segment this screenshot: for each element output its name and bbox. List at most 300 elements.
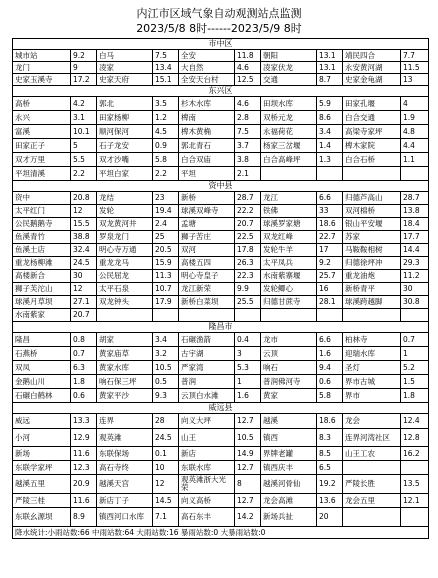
- table-row: [13, 361, 429, 375]
- rainfall-value: 20.7: [235, 218, 261, 231]
- rainfall-value: 4.8: [401, 125, 429, 139]
- table-row: [13, 429, 429, 447]
- station-name: [261, 309, 317, 322]
- station-name: 凌家: [97, 62, 153, 74]
- station-name: 连界: [97, 414, 153, 429]
- station-name: [343, 508, 401, 527]
- summary-row: [13, 527, 429, 539]
- rainfall-value: 2.4: [153, 218, 179, 231]
- station-name: 白合石桥: [343, 153, 401, 167]
- rainfall-value: 12.1: [401, 494, 429, 508]
- rainfall-value: 19.4: [153, 205, 179, 218]
- station-name: 石子龙安: [97, 139, 153, 153]
- rainfall-value: 3.4: [153, 333, 179, 347]
- table-row: [13, 167, 429, 181]
- rainfall-value: [235, 309, 261, 322]
- station-name: 鱼溪土店: [13, 244, 71, 257]
- station-name: 高石东丰: [179, 508, 235, 527]
- station-name: 公民屈龙: [97, 270, 153, 283]
- station-name: 平坦清溪: [13, 167, 71, 181]
- rainfall-value: 22.5: [235, 231, 261, 244]
- station-name: 田家杨柳: [97, 111, 153, 125]
- rainfall-value: 9.3: [153, 389, 179, 403]
- rainfall-value: 1.6: [235, 389, 261, 403]
- station-name: 观英滩浙大光荣: [179, 475, 235, 494]
- table-row: [13, 414, 429, 429]
- rainfall-value: [153, 309, 179, 322]
- rainfall-value: 17.7: [401, 231, 429, 244]
- rainfall-value: 14.4: [401, 244, 429, 257]
- rainfall-value: 9: [71, 62, 97, 74]
- rainfall-value: 1.6: [317, 347, 343, 361]
- station-name: 白合交通: [343, 111, 401, 125]
- station-name: 黄家: [261, 389, 317, 403]
- table-row: [13, 153, 429, 167]
- rainfall-value: 11.8: [235, 50, 261, 62]
- rainfall-value: 10.5: [235, 429, 261, 447]
- table-row: [13, 50, 429, 62]
- station-name: 响石保三坪: [97, 375, 153, 389]
- rainfall-value: 28: [153, 414, 179, 429]
- rainfall-value: 24.5: [71, 257, 97, 270]
- table-row: [13, 257, 429, 270]
- station-name: 重龙杨柳滩: [13, 257, 71, 270]
- station-name: 发轮牛羊: [261, 244, 317, 257]
- station-name: 黄家水库: [97, 361, 153, 375]
- rainfall-value: 12.7: [235, 414, 261, 429]
- rainfall-value: 5.8: [153, 153, 179, 167]
- rainfall-value: 8.7: [317, 74, 343, 86]
- station-name: 双龙红峰: [261, 231, 317, 244]
- station-name: 明心寺万通: [97, 244, 153, 257]
- station-name: 界市: [343, 389, 401, 403]
- rainfall-value: 7.7: [401, 50, 429, 62]
- rainfall-value: 13: [401, 74, 429, 86]
- rainfall-value: 1.9: [401, 111, 429, 125]
- rainfall-value: 4.2: [71, 97, 97, 111]
- section-header-row: [13, 39, 429, 50]
- station-name: 平坦白家: [97, 167, 153, 181]
- station-name: 胡家: [97, 333, 153, 347]
- rainfall-value: 15.5: [71, 218, 97, 231]
- section-header-row: [13, 403, 429, 414]
- station-name: 球溪罗家塘: [261, 218, 317, 231]
- rainfall-value: 11.5: [401, 62, 429, 74]
- station-name: 龙江新荣: [179, 283, 235, 296]
- station-name: 富溪: [13, 125, 71, 139]
- station-name: 苏家: [343, 231, 401, 244]
- station-name: [261, 167, 317, 181]
- station-name: 龙会: [343, 414, 401, 429]
- station-name: 古宇湖: [179, 347, 235, 361]
- rainfall-value: 9.9: [235, 283, 261, 296]
- rainfall-value: 3.8: [235, 153, 261, 167]
- station-name: 山王工农: [343, 447, 401, 461]
- station-name: 严陵三桂: [13, 494, 71, 508]
- rainfall-value: 13.1: [317, 62, 343, 74]
- station-name: 田坝水库: [261, 97, 317, 111]
- station-name: 石燕桥: [13, 347, 71, 361]
- rainfall-value: 0.6: [317, 375, 343, 389]
- rainfall-value: 3: [235, 347, 261, 361]
- rainfall-value: 22.3: [235, 270, 261, 283]
- station-name: 白合高峰坪: [261, 153, 317, 167]
- station-name: 新店: [179, 447, 235, 461]
- station-name: 高桥: [13, 97, 71, 111]
- station-name: 椑木黄桷: [179, 125, 235, 139]
- station-name: 龙会高滩: [261, 494, 317, 508]
- station-name: 平坦: [179, 167, 235, 181]
- rainfall-value: 1.8: [71, 375, 97, 389]
- station-name: 水南紫寨堰: [261, 270, 317, 283]
- station-name: 史家天府: [97, 74, 153, 86]
- station-name: 严家湾: [179, 361, 235, 375]
- rainfall-value: 18.6: [317, 414, 343, 429]
- station-name: 水南紫家: [13, 309, 71, 322]
- station-name: 高楼五四: [179, 257, 235, 270]
- rainfall-value: 6.3: [71, 361, 97, 375]
- rainfall-value: 32.4: [71, 244, 97, 257]
- rainfall-value: 12.7: [235, 461, 261, 475]
- rainfall-value: 1.4: [317, 139, 343, 153]
- station-name: 镇西: [261, 429, 317, 447]
- rainfall-value: 33: [317, 205, 343, 218]
- table-row: [13, 461, 429, 475]
- rainfall-value: 22.2: [235, 205, 261, 218]
- station-name: 永安黄河湖: [343, 62, 401, 74]
- station-name: 明心寺皇子: [179, 270, 235, 283]
- station-name: 发轮: [97, 205, 153, 218]
- station-name: 镇西河口水库: [97, 508, 153, 527]
- table-row: [13, 218, 429, 231]
- station-name: 新场兵扯: [261, 508, 317, 527]
- station-name: 龙会五里: [343, 494, 401, 508]
- rainfall-value: 4.6: [235, 97, 261, 111]
- table-row: [13, 62, 429, 74]
- rainfall-value: 28.7: [401, 192, 429, 205]
- rainfall-value: 20.7: [71, 309, 97, 322]
- station-name: 越溪五里: [13, 475, 71, 494]
- rainfall-value: 0.6: [71, 389, 97, 403]
- table-row: [13, 270, 429, 283]
- station-name: 龙结: [97, 192, 153, 205]
- table-row: [13, 333, 429, 347]
- station-name: 石碾白鹤林: [13, 389, 71, 403]
- station-name: 镇西庆丰: [261, 461, 317, 475]
- rainfall-value: 17: [317, 244, 343, 257]
- report-period: 2023/5/8 8时------2023/5/9 8时: [136, 22, 302, 35]
- table-body: [13, 39, 429, 539]
- rainfall-value: 13.3: [71, 414, 97, 429]
- rainfall-value: 13.4: [153, 62, 179, 74]
- station-name: 铁佛: [261, 205, 317, 218]
- station-name: 小河: [13, 429, 71, 447]
- rainfall-value: 8.5: [317, 447, 343, 461]
- rainfall-value: 3.4: [317, 125, 343, 139]
- rainfall-value: 25.5: [235, 296, 261, 309]
- station-name: 球溪跨越脚: [343, 296, 401, 309]
- rainfall-value: 3.7: [235, 139, 261, 153]
- station-name: 城市站: [13, 50, 71, 62]
- rainfall-value: 38.8: [71, 231, 97, 244]
- section-header-row: [13, 322, 429, 333]
- station-name: 越溪天宫: [97, 475, 153, 494]
- station-name: 球溪月草坝: [13, 296, 71, 309]
- station-name: 狮子芙沱山: [13, 283, 71, 296]
- section-title: 资中县: [13, 181, 429, 192]
- rainfall-value: 8.9: [71, 508, 97, 527]
- table-row: [13, 244, 429, 257]
- station-name: 东联幺源坝: [13, 508, 71, 527]
- rainfall-value: 14.5: [153, 494, 179, 508]
- station-name: 双才沙嘴: [97, 153, 153, 167]
- station-name: 椑木家院: [343, 139, 401, 153]
- station-name: [343, 309, 401, 322]
- table-row: [13, 475, 429, 494]
- station-name: 新店丁子: [97, 494, 153, 508]
- station-name: 凌家伏龙: [261, 62, 317, 74]
- rainfall-value: 8: [235, 475, 261, 494]
- rainfall-value: 5.5: [71, 153, 97, 167]
- station-name: 双桥元龙: [261, 111, 317, 125]
- rainfall-value: 7.5: [235, 125, 261, 139]
- rainfall-value: 12: [153, 475, 179, 494]
- station-name: 双河棉桥: [343, 205, 401, 218]
- rainfall-value: 30: [401, 283, 429, 296]
- rainfall-value: [401, 309, 429, 322]
- station-name: 归德徐坪冲: [343, 257, 401, 270]
- station-name: 向义大坪: [179, 414, 235, 429]
- station-name: 双龙黄河井: [97, 218, 153, 231]
- rainfall-value: 18.6: [317, 218, 343, 231]
- table-row: [13, 283, 429, 296]
- station-name: 东联水库: [179, 461, 235, 475]
- table-row: [13, 389, 429, 403]
- station-name: 太平石泉: [97, 283, 153, 296]
- rainfall-value: 28.1: [317, 296, 343, 309]
- table-row: [13, 494, 429, 508]
- station-name: 靖民四合: [343, 50, 401, 62]
- rainfall-value: 12: [71, 205, 97, 218]
- station-name: 黄家平沙: [97, 389, 153, 403]
- rainfall-value: 9.2: [71, 50, 97, 62]
- rainfall-value: 19.2: [317, 475, 343, 494]
- station-name: 杨家三岔堰: [261, 139, 317, 153]
- station-name: 界牌老罐: [261, 447, 317, 461]
- rainfall-value: 30.8: [401, 296, 429, 309]
- table-row: [13, 347, 429, 361]
- rainfall-value: 12.3: [71, 461, 97, 475]
- rainfall-value: 15.9: [153, 257, 179, 270]
- station-name: 双河: [179, 244, 235, 257]
- station-name: 新桥: [179, 192, 235, 205]
- rainfall-value: 17.2: [71, 74, 97, 86]
- rainfall-value: 12.8: [401, 429, 429, 447]
- station-name: 郭北青石: [179, 139, 235, 153]
- rainfall-value: [401, 461, 429, 475]
- rainfall-value: 1: [235, 375, 261, 389]
- rainfall-value: 5.2: [401, 361, 429, 375]
- rainfall-value: 0.1: [153, 447, 179, 461]
- rainfall-value: 0.4: [235, 333, 261, 347]
- station-name: 郭北: [97, 97, 153, 111]
- station-name: 普润: [179, 375, 235, 389]
- station-name: 龙市: [261, 333, 317, 347]
- station-name: 白马: [97, 50, 153, 62]
- station-name: 太平红门: [13, 205, 71, 218]
- rainfall-value: 3.5: [153, 97, 179, 111]
- station-name: 鱼溪青竹: [13, 231, 71, 244]
- rainfall-value: 0.9: [153, 139, 179, 153]
- station-name: 龙门: [13, 62, 71, 74]
- table-row: [13, 375, 429, 389]
- station-name: 交通: [261, 74, 317, 86]
- table-row: [13, 296, 429, 309]
- rainfall-value: 6.6: [317, 333, 343, 347]
- section-title: 东兴区: [13, 86, 429, 97]
- station-name: 山王: [179, 429, 235, 447]
- rainfall-value: 0.8: [71, 333, 97, 347]
- rainfall-value: 9.4: [317, 361, 343, 375]
- rainfall-value: 17.9: [153, 296, 179, 309]
- station-name: 白合双庙: [179, 153, 235, 167]
- rainfall-value: 24.5: [153, 429, 179, 447]
- station-name: 柏林寺: [343, 333, 401, 347]
- precipitation-summary: 降水统计:小雨站数:66 中雨站数:64 大雨站数:16 暴雨站数:0 大暴雨站数:0: [13, 527, 429, 539]
- station-name: 发轮鲫心: [261, 283, 317, 296]
- station-name: 史家玉溪寺: [13, 74, 71, 86]
- station-name: 全安天台村: [179, 74, 235, 86]
- station-name: 圣灯: [343, 361, 401, 375]
- rainfall-value: 8.3: [317, 429, 343, 447]
- table-row: [13, 447, 429, 461]
- station-name: 双才万里: [13, 153, 71, 167]
- rainfall-value: 12.4: [401, 414, 429, 429]
- station-name: 顺河保河: [97, 125, 153, 139]
- station-name: 公民鹅鹅寺: [13, 218, 71, 231]
- rainfall-value: 5: [71, 139, 97, 153]
- rainfall-value: 12.5: [235, 74, 261, 86]
- station-name: 孟塘: [179, 218, 235, 231]
- rainfall-value: 25.7: [317, 270, 343, 283]
- rainfall-value: 1.5: [401, 375, 429, 389]
- station-name: 归德甘蔗寺: [261, 296, 317, 309]
- station-name: 云顶白水滩: [179, 389, 235, 403]
- station-rainfall-table: [12, 38, 429, 539]
- rainfall-value: 1: [401, 347, 429, 361]
- rainfall-value: 6.6: [317, 192, 343, 205]
- section-header-row: [13, 181, 429, 192]
- station-name: 云顶: [261, 347, 317, 361]
- rainfall-value: 14.2: [235, 508, 261, 527]
- station-name: [343, 461, 401, 475]
- rainfall-value: 20.8: [71, 192, 97, 205]
- rainfall-value: 16.2: [401, 447, 429, 461]
- station-name: 越溪河骨仙: [261, 475, 317, 494]
- rainfall-value: 10.7: [153, 283, 179, 296]
- station-name: 双龙钟头: [97, 296, 153, 309]
- station-name: 观英滩: [97, 429, 153, 447]
- table-row: [13, 74, 429, 86]
- station-name: 重龙龙马: [97, 257, 153, 270]
- rainfall-value: 3.1: [71, 111, 97, 125]
- station-name: 连界河湾社区: [343, 429, 401, 447]
- station-name: 马鞍鞍相树: [343, 244, 401, 257]
- rainfall-value: 4.5: [153, 125, 179, 139]
- rainfall-value: 10.1: [71, 125, 97, 139]
- rainfall-value: 2.2: [71, 167, 97, 181]
- rainfall-value: 1.1: [401, 153, 429, 167]
- rainfall-value: [317, 167, 343, 181]
- table-row: [13, 192, 429, 205]
- rainfall-value: [317, 309, 343, 322]
- station-name: 界市古城: [343, 375, 401, 389]
- rainfall-value: 11.6: [71, 494, 97, 508]
- rainfall-value: 7.5: [153, 50, 179, 62]
- station-name: 全安: [179, 50, 235, 62]
- rainfall-value: 16: [317, 283, 343, 296]
- station-name: 大自然: [179, 62, 235, 74]
- rainfall-value: 9.2: [317, 257, 343, 270]
- station-name: 龙江: [261, 192, 317, 205]
- station-name: 永兴: [13, 111, 71, 125]
- table-row: [13, 508, 429, 527]
- station-name: 椑南: [179, 111, 235, 125]
- station-name: 严陵长胜: [343, 475, 401, 494]
- rainfall-value: 4.4: [401, 139, 429, 153]
- station-name: 东联学家坪: [13, 461, 71, 475]
- table-row: [13, 97, 429, 111]
- station-name: 新场: [13, 447, 71, 461]
- station-name: 高梁寺家坪: [343, 125, 401, 139]
- rainfall-value: 11.3: [153, 270, 179, 283]
- station-name: 银山平安堰: [343, 218, 401, 231]
- rainfall-value: 11.6: [71, 447, 97, 461]
- rainfall-value: 4.6: [235, 62, 261, 74]
- rainfall-value: 2.8: [235, 111, 261, 125]
- station-name: 杉木水库: [179, 97, 235, 111]
- station-name: 球溪双峰寺: [179, 205, 235, 218]
- station-name: [343, 167, 401, 181]
- rainfall-value: 5.9: [317, 97, 343, 111]
- rainfall-value: 1.2: [153, 111, 179, 125]
- rainfall-value: 0.7: [401, 333, 429, 347]
- rainfall-value: 10.5: [153, 361, 179, 375]
- rainfall-value: 3.2: [153, 347, 179, 361]
- rainfall-value: 23: [153, 192, 179, 205]
- rainfall-value: 1.3: [317, 153, 343, 167]
- rainfall-value: 13.1: [317, 50, 343, 62]
- table-row: [13, 125, 429, 139]
- section-title: 市中区: [13, 39, 429, 50]
- rainfall-value: [401, 167, 429, 181]
- rainfall-value: 25: [153, 231, 179, 244]
- rainfall-value: 13.5: [401, 475, 429, 494]
- page-title: 内江市区域气象自动观测站点监测: [136, 7, 302, 20]
- section-header-row: [13, 86, 429, 97]
- station-name: 高楼新合: [13, 270, 71, 283]
- rainfall-value: 4: [401, 97, 429, 111]
- rainfall-value: 11.2: [401, 270, 429, 283]
- table-row: [13, 111, 429, 125]
- rainfall-value: [401, 508, 429, 527]
- rainfall-value: 29.3: [401, 257, 429, 270]
- rainfall-value: 2.1: [235, 167, 261, 181]
- rainfall-value: 13.6: [317, 494, 343, 508]
- station-name: 资中: [13, 192, 71, 205]
- rainfall-value: 20.9: [71, 475, 97, 494]
- section-title: 隆昌市: [13, 322, 429, 333]
